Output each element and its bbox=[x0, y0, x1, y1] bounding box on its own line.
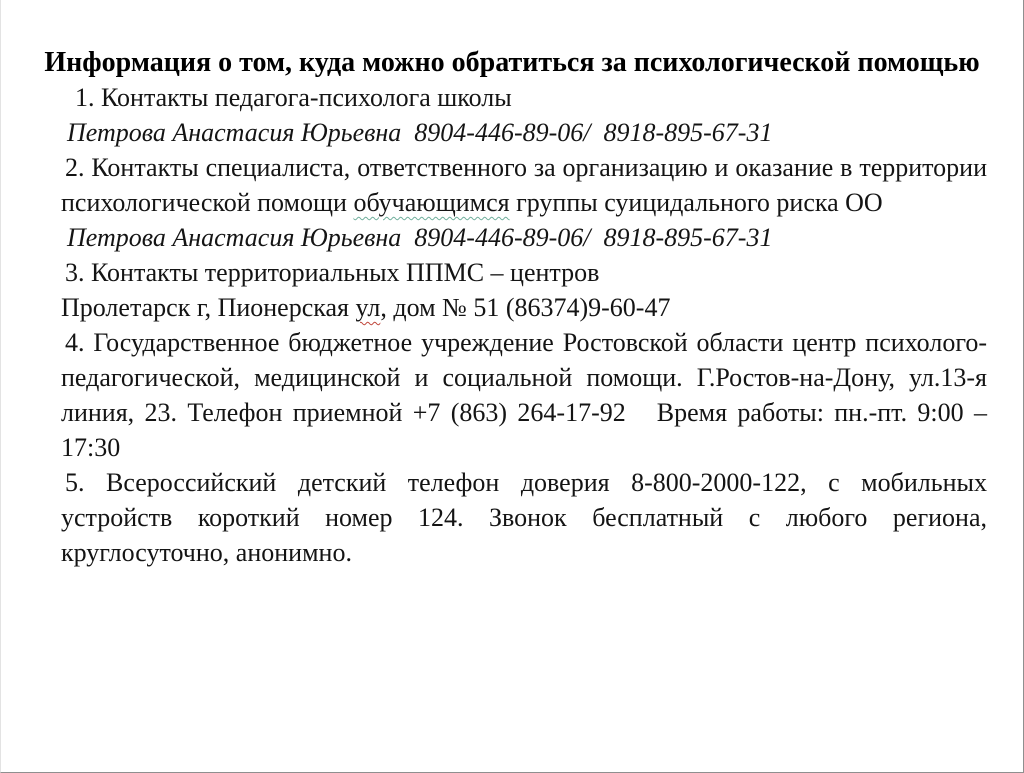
address-text-before: Пролетарск г, Пионерская bbox=[61, 293, 356, 322]
address-text-after: , дом № 51 (86374)9-60-47 bbox=[380, 293, 671, 322]
contact-line-psychologist-1: Петрова Анастасия Юрьевна 8904-446-89-06/ 8918-895-67-31 bbox=[67, 118, 773, 147]
item-5-paragraph: 5. Всероссийский детский телефон доверия 8-800-2000-122, с мобильных устройств короткий номер 124. Звонок бесплатный с любого региона, круглосуточно, анонимно. bbox=[61, 468, 994, 567]
spelling-flagged-word: ул bbox=[355, 293, 381, 322]
contact-line-psychologist-2: Петрова Анастасия Юрьевна 8904-446-89-06/ 8918-895-67-31 bbox=[67, 223, 773, 252]
grammar-flagged-word: обучающимся bbox=[353, 188, 510, 217]
item-2-paragraph bbox=[61, 150, 994, 220]
ppms-center-address-line bbox=[61, 290, 987, 325]
page-title: Информация о том, куда можно обратиться за психологической помощью bbox=[44, 47, 980, 78]
document-body bbox=[1, 80, 1023, 570]
item-3-heading: 3. Контакты территориальных ППМС – центров bbox=[65, 258, 600, 287]
item-2-text-before: 2. Контакты специалиста, ответственного за организацию и оказание в территории психологической помощи bbox=[61, 153, 994, 217]
item-2-text-after: группы суицидального риска ОО bbox=[509, 188, 883, 217]
item-1-heading: 1. Контакты педагога-психолога школы bbox=[75, 83, 512, 112]
item-4-paragraph: 4. Государственное бюджетное учреждение Ростовской области центр психолого-педагогической, медицинской и социальной помощи. Г.Ростов-на-Дону, ул.13-я линия, 23. Телефон приемной +7 (863) 264-17-92 Время работы: пн.-пт. 9:00 – 17:30 bbox=[61, 328, 994, 462]
